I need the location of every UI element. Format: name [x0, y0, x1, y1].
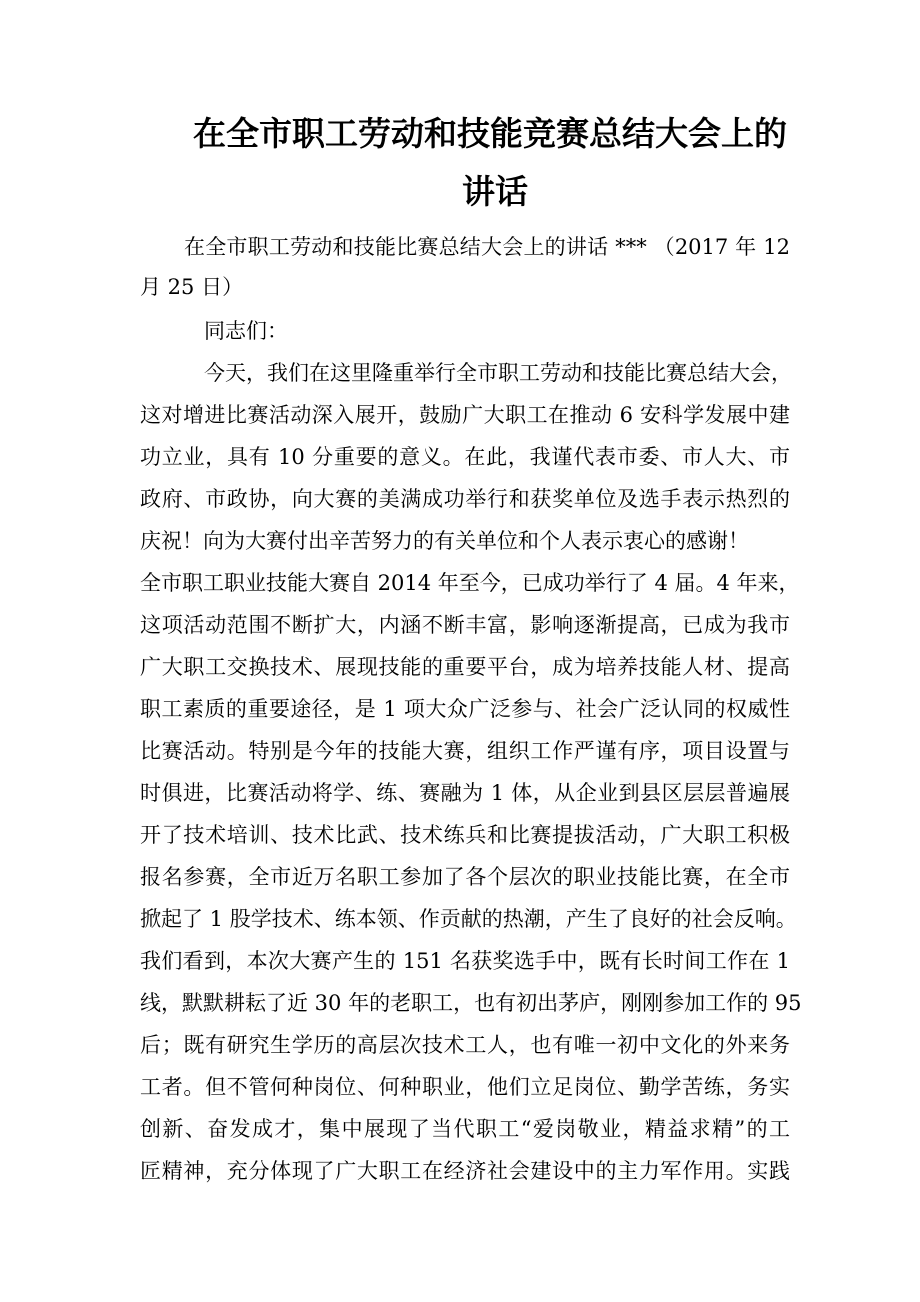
- body-line: 后；既有研究生学历的高层次技术工人，也有唯一初中文化的外来务: [140, 1033, 790, 1057]
- document-title-line-2: 讲话: [462, 172, 528, 211]
- subtitle-date-line: 月 25 日）: [140, 275, 244, 299]
- body-line: 广大职工交换技术、展现技能的重要平台，成为培养技能人材、提高: [140, 655, 790, 679]
- body-line: 线，默默耕耘了近 30 年的老职工，也有初出茅庐，刚刚参加工作的 95: [140, 991, 802, 1015]
- document-title-line-1: 在全市职工劳动和技能竞赛总结大会上的: [193, 114, 787, 153]
- body-line: 匠精神，充分体现了广大职工在经济社会建设中的主力军作用。实践: [140, 1159, 790, 1183]
- body-line: 创新、奋发成才，集中展现了当代职工“爱岗敬业，精益求精”的工: [140, 1117, 790, 1141]
- body-line: 掀起了 1 股学技术、练本领、作贡献的热潮，产生了良好的社会反响。: [140, 907, 797, 931]
- body-line: 政府、市政协，向大赛的美满成功举行和获奖单位及选手表示热烈的: [140, 487, 790, 511]
- subtitle-line: 在全市职工劳动和技能比赛总结大会上的讲话 *** （2017 年 12: [184, 235, 790, 259]
- body-line: 职工素质的重要途径，是 1 项大众广泛参与、社会广泛认同的权威性: [140, 697, 790, 721]
- body-line: 这项活动范围不断扩大，内涵不断丰富，影响逐渐提高，已成为我市: [140, 613, 790, 637]
- body-line: 报名参赛，全市近万名职工参加了各个层次的职业技能比赛，在全市: [140, 865, 790, 889]
- greeting-line: 同志们：: [204, 319, 288, 343]
- body-line: 全市职工职业技能大赛自 2014 年至今，已成功举行了 4 届。4 年来，: [140, 571, 800, 595]
- body-line: 功立业，具有 10 分重要的意义。在此，我谨代表市委、市人大、市: [140, 445, 790, 469]
- body-line: 比赛活动。特别是今年的技能大赛，组织工作严谨有序，项目设置与: [140, 739, 790, 763]
- body-line: 我们看到，本次大赛产生的 151 名获奖选手中，既有长时间工作在 1: [140, 949, 790, 973]
- body-line: 这对增进比赛活动深入展开，鼓励广大职工在推动 6 安科学发展中建: [140, 403, 790, 427]
- body-line: 庆祝！向为大赛付出辛苦努力的有关单位和个人表示衷心的感谢！: [140, 529, 749, 553]
- body-line: 今天，我们在这里隆重举行全市职工劳动和技能比赛总结大会，: [204, 361, 792, 385]
- body-line: 开了技术培训、技术比武、技术练兵和比赛提拔活动，广大职工积极: [140, 823, 790, 847]
- body-line: 工者。但不管何种岗位、何种职业，他们立足岗位、勤学苦练，务实: [140, 1075, 790, 1099]
- body-line: 时俱进，比赛活动将学、练、赛融为 1 体，从企业到县区层层普遍展: [140, 781, 790, 805]
